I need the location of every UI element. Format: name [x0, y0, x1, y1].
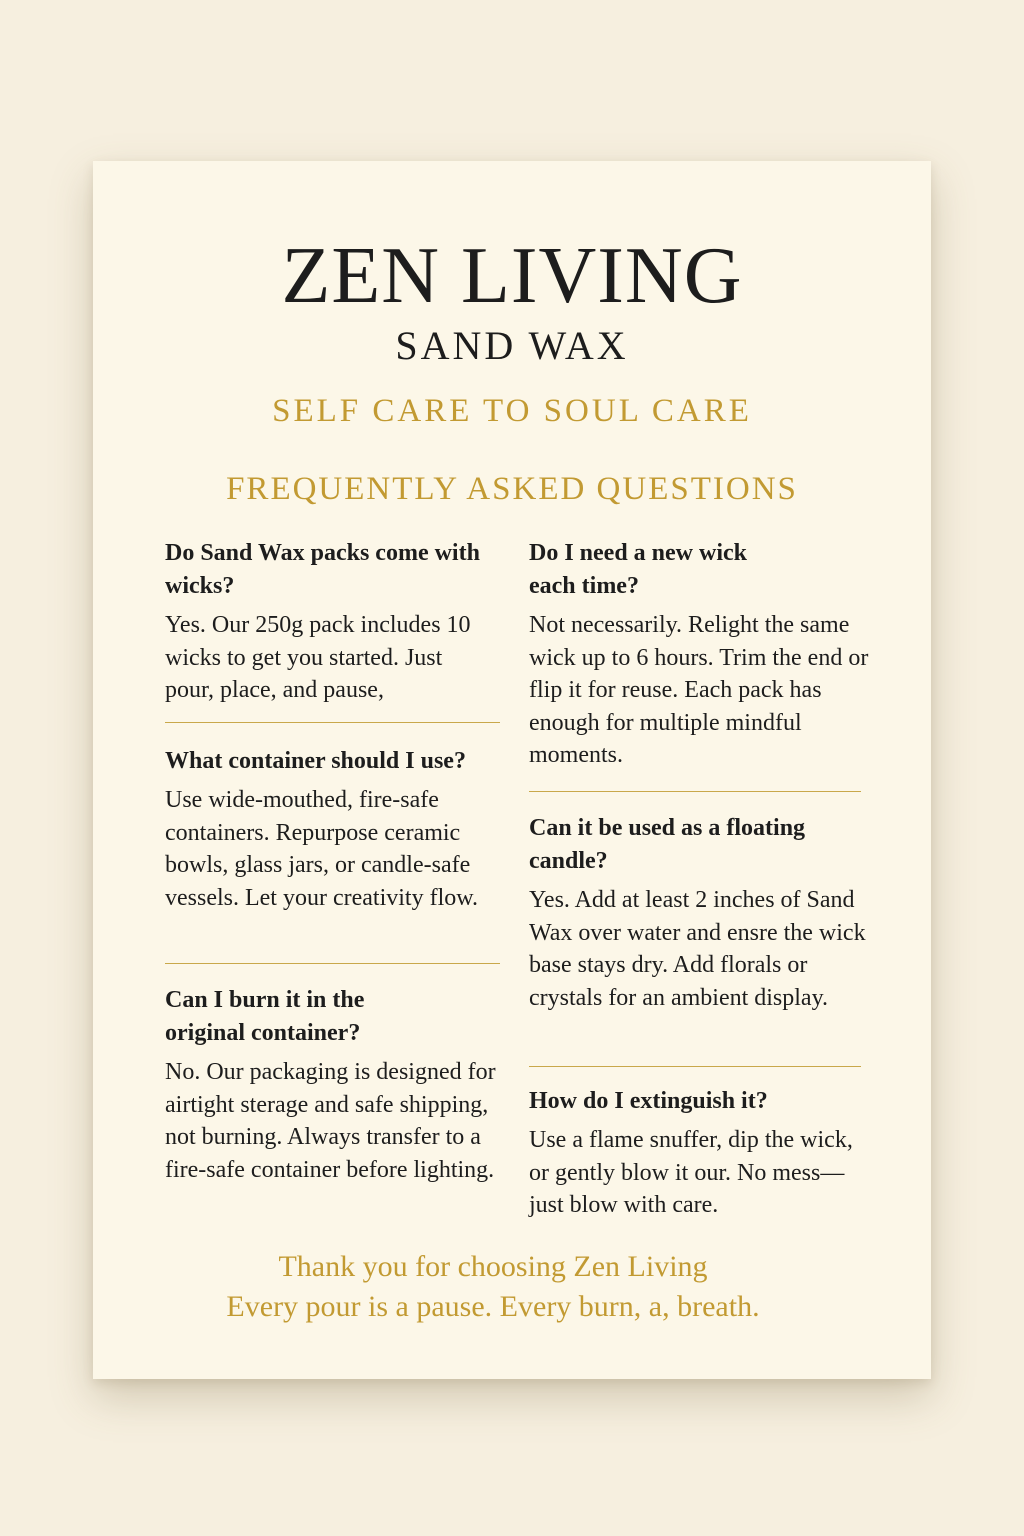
faq-item	[529, 792, 889, 1066]
faq-answer: No. Our packaging is designed for airtight sterage and safe shipping, not burning. Always transfer to a fire-safe container before lighting.	[165, 1059, 496, 1183]
faq-item	[165, 964, 515, 1186]
faq-item	[165, 723, 515, 963]
faq-column-right	[529, 537, 889, 1222]
faq-question: Do I need a new wick each time?	[529, 540, 748, 599]
faq-answer: Yes. Our 250g pack includes 10 wicks to get you started. Just pour, place, and pause,	[165, 612, 471, 703]
faq-column-left	[165, 537, 515, 1186]
brand-title: ZEN LIVING	[281, 232, 743, 320]
faq-item	[529, 537, 889, 791]
faq-question: What container should I use?	[165, 748, 466, 774]
faq-answer: Use wide-mouthed, fire-safe containers. Repurpose ceramic bowls, glass jars, or candle-safe vessels. Let your creativity flow.	[165, 787, 479, 911]
thanks-line: Thank you for choosing Zen Living	[278, 1250, 708, 1283]
faq-question: Can it be used as a floating candle?	[529, 815, 806, 874]
faq-answer: Use a flame snuffer, dip the wick, or gently blow it our. No mess—just blow with care.	[529, 1127, 853, 1218]
tagline: SELF CARE TO SOUL CARE	[272, 393, 752, 429]
faq-answer: Not necessarily. Relight the same wick up to 6 hours. Trim the end or flip it for reuse. Each pack has enough for multiple mindful moments.	[529, 612, 869, 768]
faq-answer: Yes. Add at least 2 inches of Sand Wax over water and ensre the wick base stays dry. Add florals or crystals for an ambient display.	[529, 887, 866, 1011]
faq-question: How do I extinguish it?	[529, 1088, 768, 1114]
footer-message	[93, 1247, 893, 1327]
faq-item	[165, 537, 515, 722]
product-name: SAND WAX	[395, 323, 629, 368]
faq-item	[529, 1067, 889, 1222]
faq-card	[93, 161, 931, 1379]
closing-line: Every pour is a pause. Every burn, a, breath.	[226, 1290, 760, 1323]
faq-question: Can I burn it in the original container?	[165, 987, 365, 1046]
faq-question: Do Sand Wax packs come with wicks?	[165, 540, 480, 599]
faq-heading: FREQUENTLY ASKED QUESTIONS	[226, 471, 798, 507]
